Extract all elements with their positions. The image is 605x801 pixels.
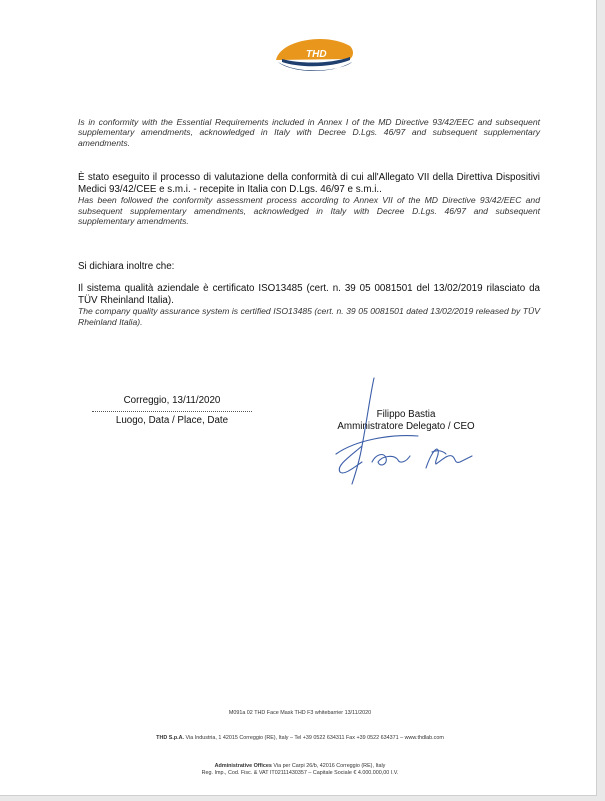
signer-name: Filippo Bastia (376, 409, 436, 420)
quality-system-text-it: Il sistema qualità aziendale è certificato ISO13485 (cert. n. 39 05 0081501 del 13/02/2019 rilasciato da TÜV Rheinland Italia). (78, 283, 540, 306)
conformity-text-en: Is in conformity with the Essential Requirements included in Annex I of the MD Directive 93/42/EEC and subsequent supplementary amendments, acknowledged in Italy with Decree D.Lgs. 46/97 and subsequent supplementary amendments. (78, 117, 540, 148)
thd-logo (270, 26, 358, 84)
quality-system-text-en: The company quality assurance system is certified ISO13485 (cert. n. 39 05 0081501 dated 13/02/2019 released by TÜV Rheinland Italia). (78, 306, 540, 327)
assessment-text-it: È stato eseguito il processo di valutazione della conformità di cui all'Allegato VII della Direttiva Dispositivi Medici 93/42/CEE e s.m.i. - recepite in Italia con D.Lgs. 46/97 e s.m.i.. (78, 172, 540, 195)
signer-block (326, 409, 486, 433)
conformity-paragraph (78, 117, 540, 148)
place-date-block (92, 395, 252, 426)
offices-address: Via per Carpi 26/b, 42016 Correggio (RE), Italy (271, 763, 386, 769)
logo-text: THD (306, 49, 327, 60)
footer-company (60, 735, 540, 742)
declaration-intro (78, 261, 540, 273)
signer-role: Amministratore Delegato / CEO (337, 421, 475, 432)
company-name: THD S.p.A. (156, 735, 185, 741)
footer-doc-ref (60, 710, 540, 717)
assessment-text-en: Has been followed the conformity assessment process according to Annex VII of the MD Directive 93/42/EEC and subsequent supplementary amendments, acknowledged in Italy with Decree D.Lgs. 46/97 and subsequent supplementary amendments. (78, 195, 540, 226)
assessment-paragraph (78, 172, 540, 226)
declaration-intro-text: Si dichiara inoltre che: (78, 261, 175, 272)
footer-offices (60, 763, 540, 777)
company-address: Via Industria, 1 42015 Correggio (RE), Italy – Tel +39 0522 634311 Fax +39 0522 634371 – www.thdlab.com (184, 735, 444, 741)
place-date-value: Correggio, 13/11/2020 (123, 395, 221, 406)
doc-ref-text: M091a 02 THD Face Mask THD F3 whitebarrier 13/11/2020 (228, 710, 372, 716)
dotted-line (92, 410, 252, 412)
offices-title: Administrative Offices (214, 763, 272, 769)
legal-info: Reg. Imp., Cod. Fisc. & VAT IT02111430357 – Capitale Sociale € 4.000.000,00 I.V. (201, 770, 399, 776)
quality-system-paragraph (78, 283, 540, 327)
place-date-label: Luogo, Data / Place, Date (115, 415, 229, 426)
